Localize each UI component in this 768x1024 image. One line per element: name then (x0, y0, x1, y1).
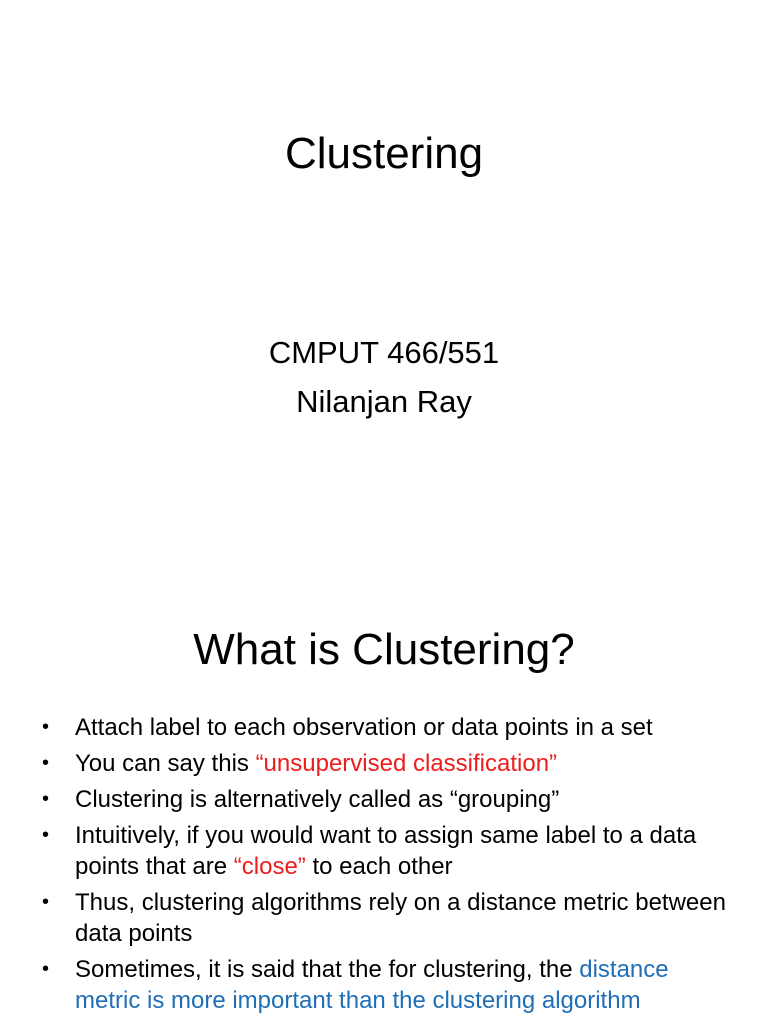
bullet-item (40, 887, 740, 949)
bullet-text: Attach label to each observation or data points in a set (75, 714, 653, 741)
highlighted-term: “unsupervised classification” (255, 750, 558, 777)
bullet-text: Intuitively, if you would want to assign same label to a data points that are (75, 822, 697, 880)
bullet-list (40, 712, 740, 1021)
bullet-text: Thus, clustering algorithms rely on a distance metric between data points (75, 889, 726, 947)
bullet-text: Sometimes, it is said that the for clustering, the (75, 956, 580, 983)
bullet-dot-icon: • (42, 824, 50, 846)
bullet-text: You can say this (75, 750, 256, 777)
bullet-dot-icon: • (42, 788, 50, 810)
content-slide (0, 576, 768, 1024)
bullet-item (40, 784, 740, 815)
content-slide-title: What is Clustering? (193, 625, 575, 674)
bullet-dot-icon: • (42, 716, 50, 738)
bullet-item (40, 748, 740, 779)
bullet-item (40, 820, 740, 882)
highlighted-term: distance metric is more important than the clustering algorithm (75, 956, 669, 1014)
bullet-text: to each other (305, 853, 453, 880)
author-name: Nilanjan Ray (296, 384, 472, 419)
bullet-text: Clustering is alternatively called as “grouping” (75, 786, 560, 813)
bullet-dot-icon: • (42, 958, 50, 980)
bullet-item (40, 954, 740, 1016)
bullet-item (40, 712, 740, 743)
slide-title: Clustering (284, 129, 484, 178)
highlighted-term: “close” (233, 853, 306, 880)
course-code: CMPUT 466/551 (268, 335, 500, 370)
bullet-dot-icon: • (42, 752, 50, 774)
bullet-dot-icon: • (42, 891, 50, 913)
